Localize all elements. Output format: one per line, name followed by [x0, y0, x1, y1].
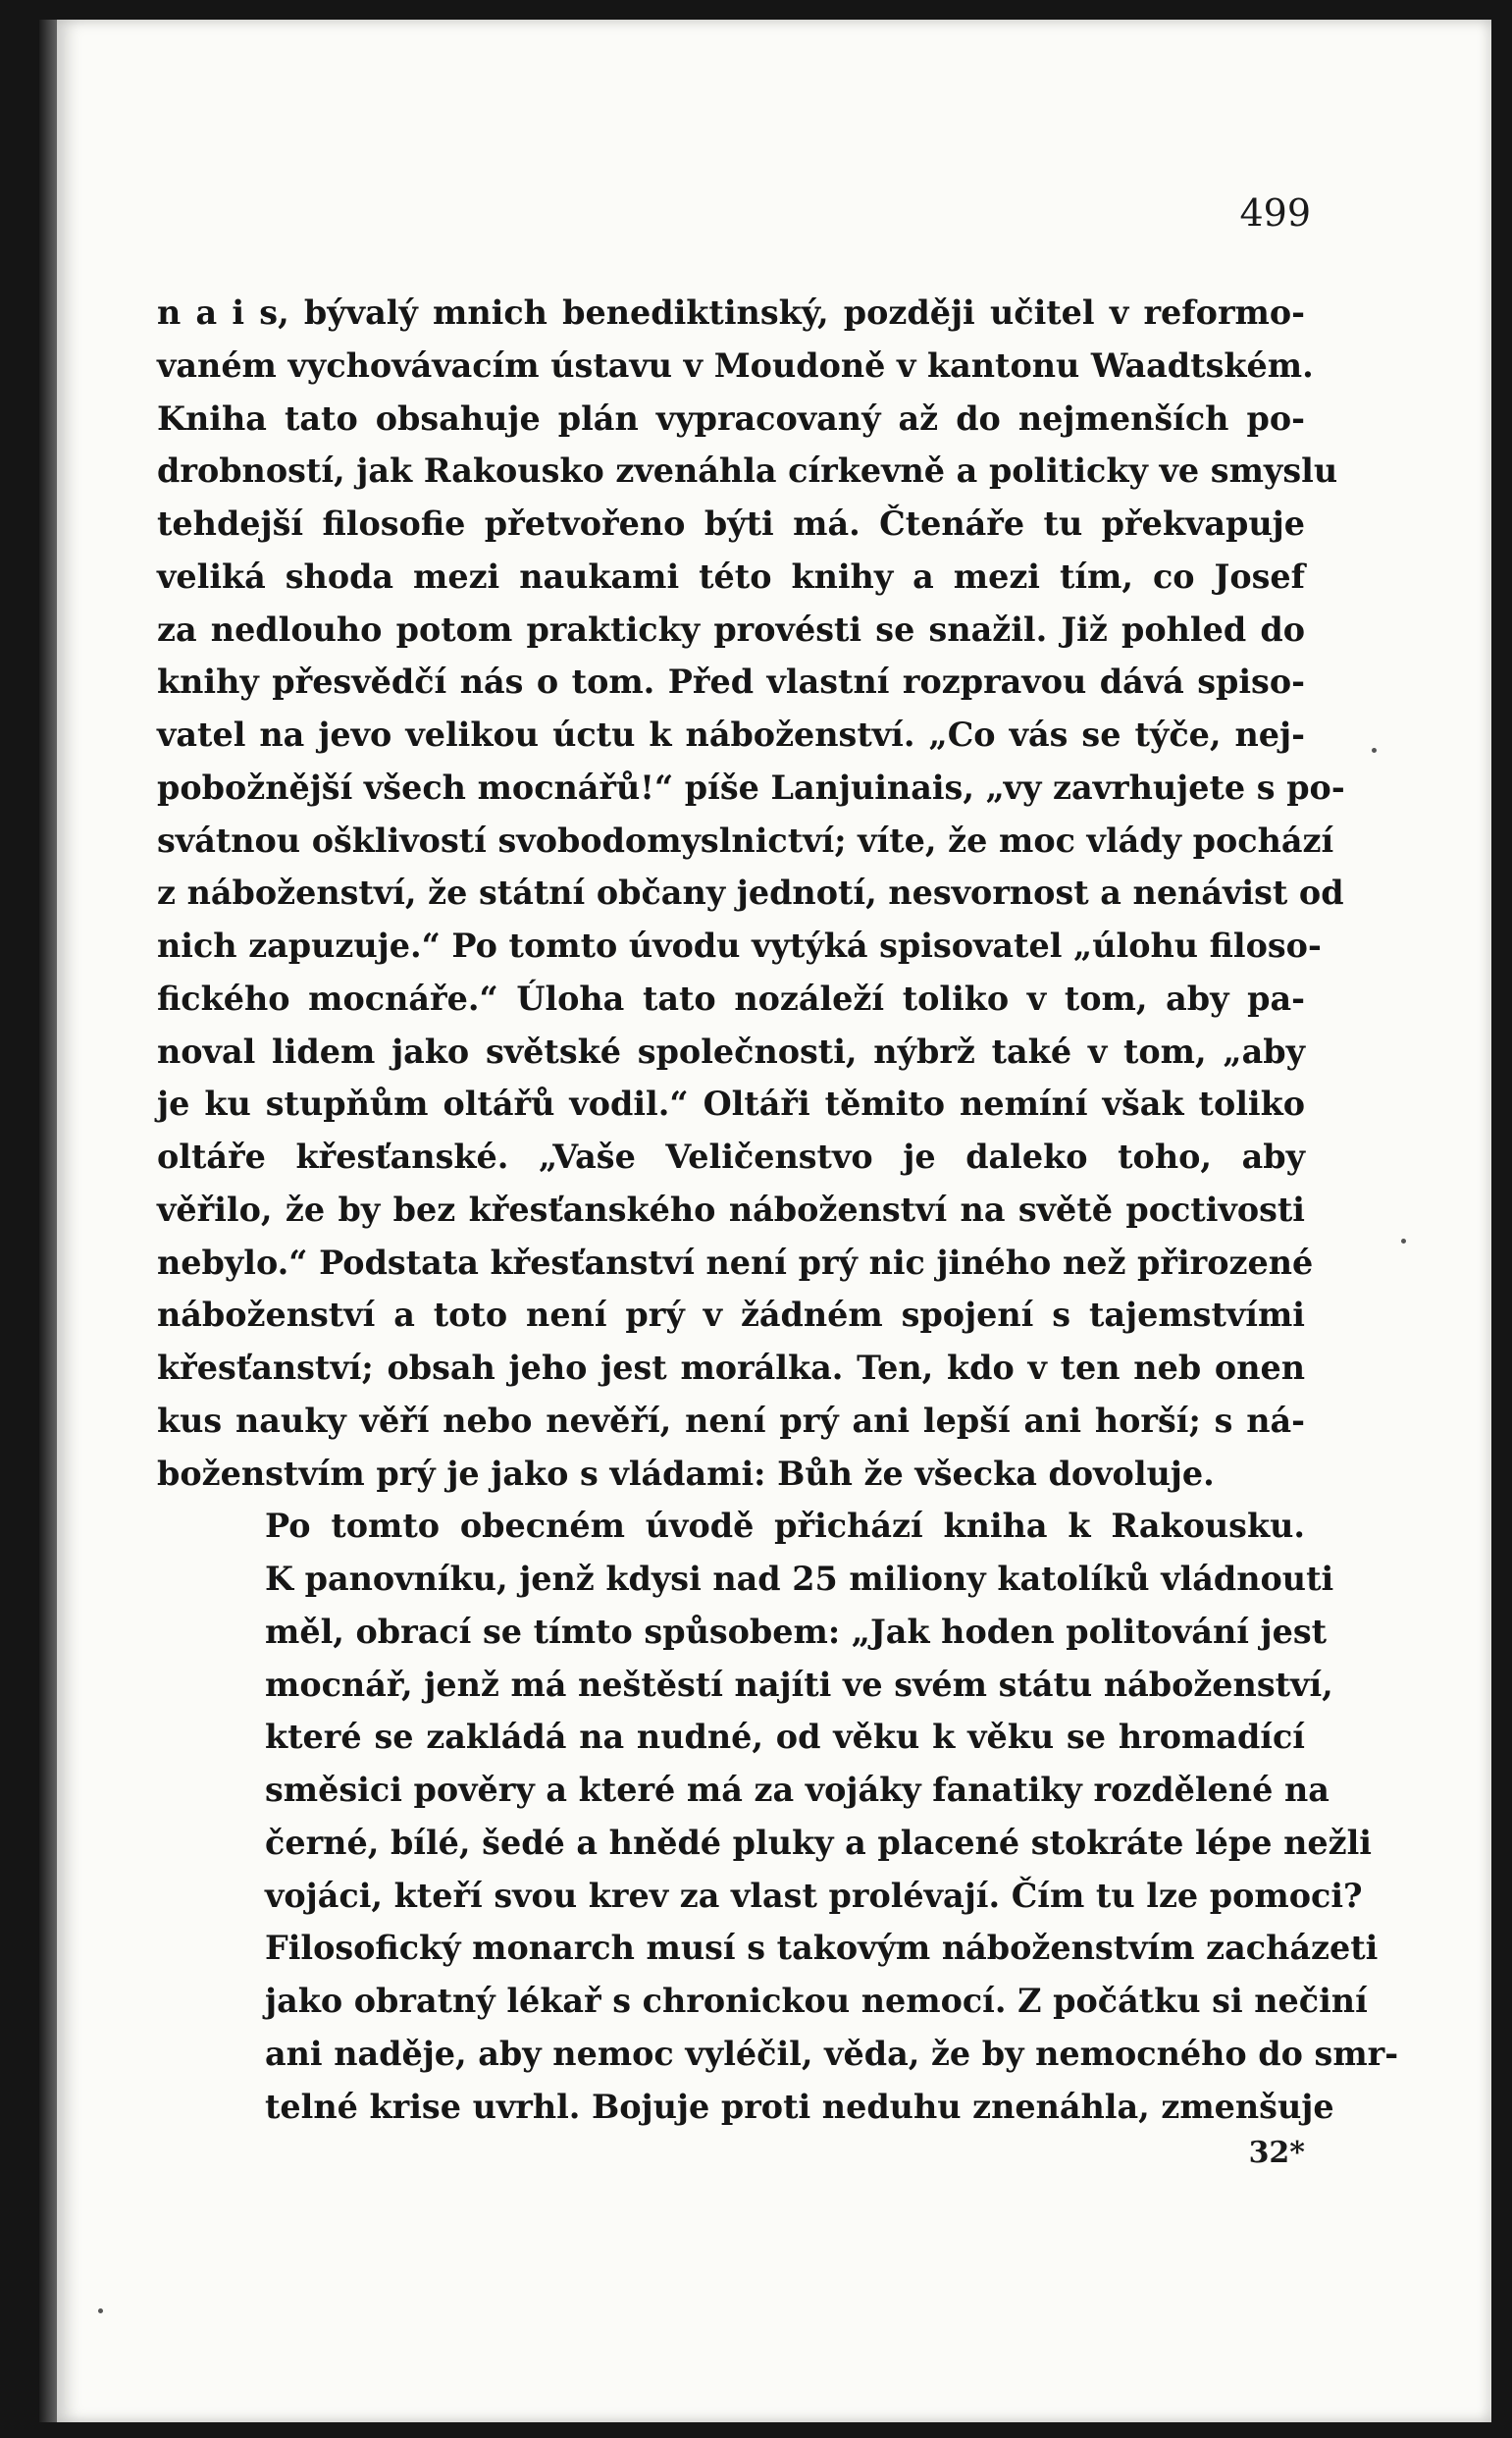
text-line: směsici pověry a které má za vojáky fanatiky rozdělené na	[265, 1771, 1330, 1809]
text-line: tehdejší filosofie přetvořeno býti má. Čtenáře tu překvapuje	[157, 504, 1305, 543]
text-line: za nedlouho potom prakticky provésti se snažil. Již pohled do	[157, 610, 1305, 649]
text-line: Kniha tato obsahuje plán vypracovaný až do nejmenších po-	[157, 398, 1305, 438]
text-line: Filosofický monarch musí s takovým náboženstvím zacházeti	[265, 1929, 1379, 1968]
text-line: svátnou ošklivostí svobodomyslnictví; víte, že moc vlády pochází	[157, 821, 1334, 860]
text-line: veliká shoda mezi naukami této knihy a mezi tím, co Josef	[157, 556, 1305, 596]
text-line: vojáci, kteří svou krev za vlast prolévají. Čím tu lze pomoci?	[265, 1876, 1363, 1915]
ink-speck	[1372, 748, 1377, 753]
text-line: K panovníku, jenž kdysi nad 25 miliony katolíků vládnouti	[265, 1560, 1334, 1598]
body-text	[157, 287, 1399, 2133]
text-line: noval lidem jako světské společnosti, nýbrž také v tom, „aby	[157, 1032, 1305, 1071]
text-line: oltáře křesťanské. „Vaše Veličenstvo je daleko toho, aby	[157, 1138, 1305, 1176]
text-line: boženstvím prý je jako s vládami: Bůh že všecka dovoluje.	[157, 1454, 1215, 1493]
text-line: věřilo, že by bez křesťanského náboženství na světě poctivosti	[157, 1190, 1305, 1229]
text-line: kus nauky věří nebo nevěří, není prý ani lepší ani horší; s ná-	[157, 1401, 1305, 1440]
text-line: měl, obrací se tímto spůsobem: „Jak hoden politování jest	[265, 1612, 1328, 1651]
text-line: nich zapuzuje.“ Po tomto úvodu vytýká spisovatel „úlohu filoso-	[157, 927, 1322, 965]
text-line: z náboženství, že státní občany jednotí, nesvornost a nenávist od	[157, 874, 1344, 913]
text-line: mocnář, jenž má neštěstí najíti ve svém státu náboženství,	[265, 1665, 1333, 1704]
text-line: vaném vychovávacím ústavu v Moudoně v kantonu Waadtském.	[157, 345, 1314, 385]
text-line: Po tomto obecném úvodě přichází kniha k Rakousku.	[265, 1507, 1305, 1546]
text-line: drobností, jak Rakousko zvenáhla církevně a politicky ve smyslu	[157, 451, 1338, 491]
text-line: nebylo.“ Podstata křesťanství není prý nic jiného než přirozené	[157, 1243, 1314, 1282]
text-line: jako obratný lékař s chronickou nemocí. Z počátku si nečiní	[265, 1982, 1368, 2020]
paragraph-2	[157, 1500, 1399, 2133]
signature-mark: 32*	[1248, 2136, 1305, 2170]
ink-speck	[1401, 1239, 1406, 1244]
text-line: pobožnější všech mocnářů!“ píše Lanjuinais, „vy zavrhujete s po-	[157, 768, 1345, 807]
text-line: černé, bílé, šedé a hnědé pluky a placené stokráte lépe nežli	[265, 1823, 1372, 1862]
page-binding-edge	[39, 20, 59, 2422]
ink-speck	[98, 2308, 103, 2313]
text-line: knihy přesvědčí nás o tom. Před vlastní rozpravou dává spiso-	[157, 662, 1305, 702]
page-number: 499	[1239, 191, 1311, 235]
text-line: n a i s, bývalý mnich benediktinský, později učitel v reformo-	[157, 293, 1305, 332]
text-line: telné krise uvrhl. Bojuje proti neduhu znenáhla, zmenšuje	[265, 2087, 1334, 2126]
paragraph-1	[157, 287, 1345, 1500]
text-line: vatel na jevo velikou úctu k náboženství. „Co vás se týče, nej-	[157, 716, 1305, 754]
text-line: které se zakládá na nudné, od věku k věku se hromadící	[265, 1718, 1305, 1757]
text-line: náboženství a toto není prý v žádném spojení s tajemstvími	[157, 1296, 1305, 1335]
text-line: křesťanství; obsah jeho jest morálka. Ten, kdo v ten neb onen	[157, 1349, 1305, 1387]
text-line: je ku stupňům oltářů vodil.“ Oltáři těmito nemíní však toliko	[157, 1085, 1305, 1124]
text-line: fického mocnáře.“ Úloha tato nozáleží toliko v tom, aby pa-	[157, 979, 1305, 1018]
text-line: ani naděje, aby nemoc vyléčil, věda, že by nemocného do smr-	[265, 2034, 1399, 2073]
